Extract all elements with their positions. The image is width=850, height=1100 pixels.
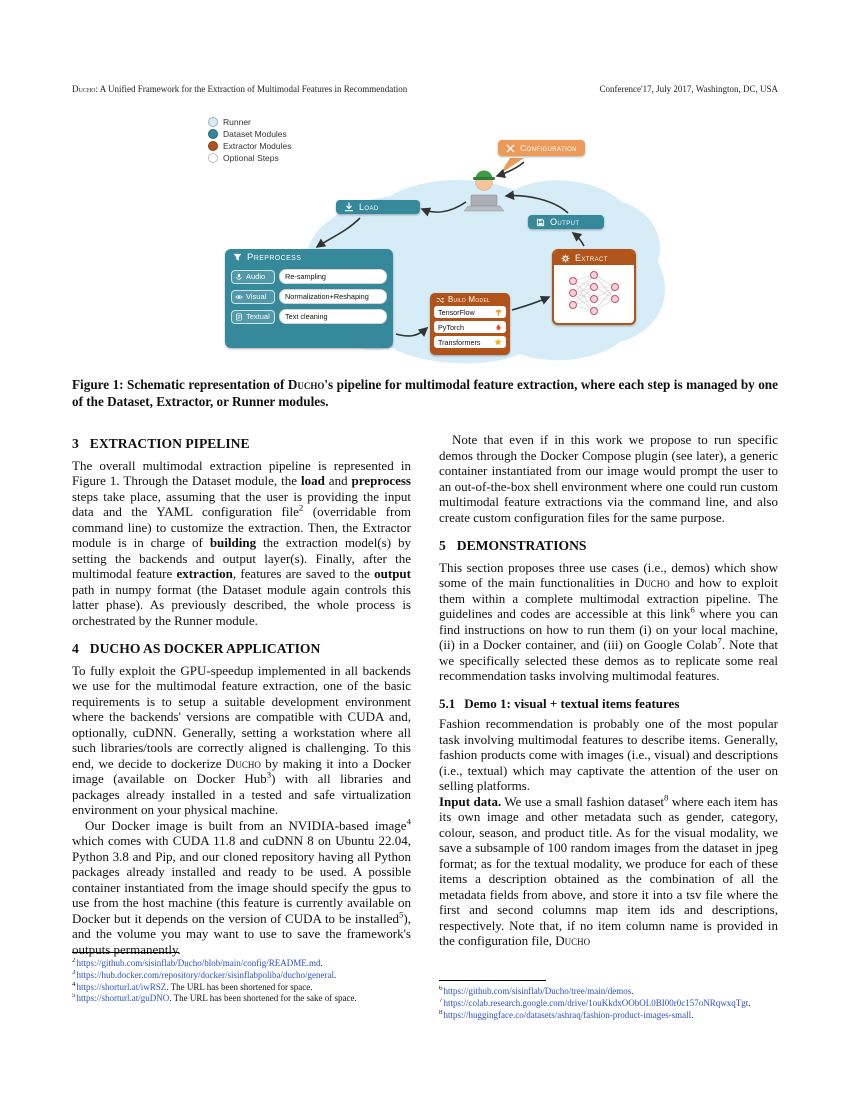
footnote-text: .	[320, 958, 323, 968]
section-5-1-heading	[439, 696, 778, 712]
figure-1	[72, 112, 778, 374]
neural-network-icon	[554, 265, 634, 321]
section-number: 3	[72, 436, 79, 451]
backend-row-transformers	[434, 336, 506, 348]
section-title: DUCHO AS DOCKER APPLICATION	[89, 641, 321, 656]
document-icon	[235, 313, 243, 321]
footnote-text: . The URL has been shortened for the sake of space.	[169, 993, 357, 1004]
footnote-text: . The URL has been shortened for space.	[166, 981, 313, 992]
subsection-number: 5.1	[439, 695, 456, 711]
preprocess-row-textual	[231, 309, 387, 324]
figure-legend	[208, 116, 292, 164]
figure-caption: Figure 1: Schematic representation of Ducho's pipeline for multimodal feature extraction, where each step is managed by one of the Dataset, Extractor, or Runner modules.	[72, 377, 778, 409]
gear-icon	[561, 254, 570, 263]
output-step-box	[528, 215, 604, 229]
footnote-number: 4	[72, 981, 76, 988]
legend-label: Runner	[223, 117, 251, 127]
extract-step-box	[552, 249, 636, 325]
transformers-label: Transformers	[438, 337, 481, 347]
runner-color-dot	[208, 117, 218, 127]
section-5-paragraph-1: This section proposes three use cases (i.e., demos) which show some of the main functionalities in Ducho and how to exploit them within a complete multimodal extraction pipeline. The guidelines and codes are accessible at this link$^6$ where you can find instructions on how to run them (i) on your local machine, (ii) in a Docker container, and (iii) on Google Colab$^7$. Note that we specifically selected these demos as to replicate some real recommendation tasks involving multimodal features.	[439, 559, 778, 683]
footnote-rule	[439, 980, 546, 981]
figure-canvas	[72, 112, 778, 374]
visual-modality-chip	[231, 290, 275, 304]
load-step-box	[336, 200, 420, 214]
download-icon	[344, 202, 354, 212]
preprocess-step-box	[225, 249, 393, 348]
preprocess-row-audio	[231, 269, 387, 284]
load-label: Load	[359, 202, 379, 212]
section-5-heading	[439, 538, 778, 554]
section-5-1-paragraph-2: Input data. We use a small fashion dataset$^8$ where each item has its own image and other metadata such as gender, category, colour, season, and product title. As for the visual modality, we save a subsample of 100 random images from the dataset in jpeg format; as for the textual modality, we produce for each of these items a description obtained as the combination of all the metadata fields from above, and store it into a tsv file where the first and second columns map item ids and descriptions, respectively. Note that, if no item column name is provided in the configuration file, Ducho	[439, 792, 778, 948]
audio-chip-label: Audio	[246, 272, 266, 281]
build-model-header	[430, 293, 510, 306]
footnote-number: 5	[72, 993, 76, 1000]
footnote-8	[439, 1010, 778, 1022]
right-footnotes	[439, 980, 778, 1021]
footnote-text: .	[691, 1009, 694, 1020]
section-number: 5	[439, 538, 446, 553]
eye-icon	[235, 293, 243, 301]
section-3-paragraph-1: The overall multimodal extraction pipeline is represented in Figure 1. Through the Dataset module, the load and preprocess steps take place, assuming that the user is providing the input data and the YAML configuration file$^2$ (overridable from command line) to customize the extraction. Then, the Extractor module is in charge of building the extraction model(s) by setting the backends and output layer(s). Finally, after the multimodal feature extraction, features are saved to the output path in numpy format (the Dataset module again controls this latter phase). As previously described, the whole process is orchestrated by the Runner module.	[72, 457, 412, 628]
footnote-link[interactable]: https://colab.research.google.com/drive/1ouKkdxOObOL0BI00r0c157oNRqwxqTgt	[443, 997, 749, 1008]
configuration-tag-tail	[500, 158, 524, 174]
footnote-number: 2	[72, 958, 76, 964]
dataset-color-dot	[208, 129, 218, 139]
footnote-number: 7	[439, 997, 443, 1004]
section-title: EXTRACTION PIPELINE	[89, 436, 250, 451]
section-4-heading	[72, 641, 411, 657]
legend-item-optional-steps	[208, 152, 292, 164]
textual-chip-label: Textual	[246, 312, 270, 321]
footnote-text: .	[333, 969, 337, 980]
footnote-link[interactable]: https://github.com/sisinflab/Ducho/blob/main/config/README.md	[76, 958, 321, 968]
footnote-3	[72, 970, 411, 982]
left-column	[72, 432, 411, 957]
audio-operation-pill: Re-sampling	[279, 269, 387, 284]
legend-label: Optional Steps	[223, 153, 279, 163]
backend-row-tensorflow	[434, 306, 506, 318]
wrench-icon	[506, 144, 515, 153]
preprocess-header	[225, 249, 393, 264]
audio-modality-chip	[231, 270, 275, 284]
microphone-icon	[235, 273, 243, 281]
legend-item-dataset-modules	[208, 128, 292, 140]
footnote-number: 3	[72, 969, 76, 976]
footnote-2	[72, 958, 411, 970]
pytorch-label: PyTorch	[438, 322, 464, 332]
footnote-4	[72, 982, 411, 994]
section-title: DEMONSTRATIONS	[456, 538, 587, 553]
footnote-rule	[72, 952, 179, 953]
pytorch-flame-icon	[495, 324, 502, 331]
footnote-link[interactable]: https://shorturl.at/iwRSZ	[76, 981, 167, 992]
extract-header	[554, 251, 634, 265]
tensorflow-icon	[495, 309, 502, 316]
section-4-paragraph-3: Note that even if in this work we propose to run specific demos through the Docker Compose plugin (see later), a generic container instantiated from our image would prompt the user to an out-of-the-box shell environment where one could run custom multimodal feature extractions via the command line, and also create custom configuration files for the same purpose.	[439, 432, 778, 525]
legend-item-runner	[208, 116, 292, 128]
footnote-text: .	[631, 986, 634, 996]
footnote-link[interactable]: https://huggingface.co/datasets/ashraq/fashion-product-images-small	[443, 1009, 692, 1020]
footnote-7	[439, 998, 778, 1010]
configuration-label: Configuration	[520, 143, 577, 153]
section-4-paragraph-1: To fully exploit the GPU-speedup implemented in all backends we use for the multimodal feature extraction, one of the basic requirements is to setup a suitable development environment where the backends' versions are compatible with CUDA and, optionally, cuDNN. Generally, setting a workstation where all such libraries/tools are correctly aligned is challenging. To this end, we decide to dockerize Ducho by making it into a Docker image (available on Docker Hub$^3$) with all libraries and packages already installed in a tested and safe virtualization environment on your physical machine.	[72, 662, 412, 817]
section-3-heading	[72, 436, 411, 452]
extract-label: Extract	[575, 253, 608, 263]
footnote-link[interactable]: https://github.com/sisinflab/Ducho/tree/main/demos	[443, 986, 632, 996]
running-header	[72, 84, 778, 94]
shuffle-icon	[436, 296, 444, 304]
footnote-link[interactable]: https://shorturl.at/guDNO	[76, 993, 170, 1004]
preprocess-row-visual	[231, 289, 387, 304]
footnote-6	[439, 986, 778, 998]
subsection-title: Demo 1: visual + textual items features	[464, 695, 680, 711]
right-column	[439, 432, 778, 949]
star-icon	[494, 338, 502, 346]
legend-label: Dataset Modules	[223, 129, 287, 139]
visual-chip-label: Visual	[246, 292, 267, 301]
section-number: 4	[72, 641, 79, 656]
visual-operation-pill: Normalization+Reshaping	[279, 289, 387, 304]
textual-operation-pill: Text cleaning	[279, 309, 387, 324]
tensorflow-label: TensorFlow	[438, 307, 475, 317]
legend-item-extractor-modules	[208, 140, 292, 152]
textual-modality-chip	[231, 310, 275, 324]
header-conference-info: Conference'17, July 2017, Washington, DC, USA	[599, 84, 778, 94]
configuration-box	[498, 140, 585, 156]
funnel-icon	[233, 253, 242, 262]
footnote-5	[72, 993, 411, 1005]
legend-label: Extractor Modules	[223, 141, 292, 151]
footnote-number: 8	[439, 1009, 443, 1016]
footnote-text: .	[748, 997, 751, 1008]
header-paper-title: Ducho: A Unified Framework for the Extraction of Multimodal Features in Recommendation	[72, 84, 408, 94]
output-label: Output	[550, 217, 580, 227]
section-5-1-paragraph-1: Fashion recommendation is probably one of the most popular task involving multimodal features to describe items. Generally, fashion products come with images (i.e., visual) and descriptions (i.e., textual) which may captivate the attention of the user on selling platforms.	[439, 716, 778, 793]
footnote-link[interactable]: https://hub.docker.com/repository/docker/sisinflabpoliba/ducho/general	[76, 969, 334, 980]
build-model-box	[430, 293, 510, 355]
backend-row-pytorch	[434, 321, 506, 333]
optional-color-dot	[208, 153, 218, 163]
build-model-label: Build Model	[448, 295, 491, 304]
extractor-color-dot	[208, 141, 218, 151]
footnote-number: 6	[439, 986, 443, 992]
save-disk-icon	[536, 218, 545, 227]
section-4-paragraph-2: Our Docker image is built from an NVIDIA-based image$^4$ which comes with CUDA 11.8 and cuDNN 8 on Ubuntu 22.04, Python 3.8 and Pip, and our cloned repository having all Python packages already installed and ready to be used. A possible container instantiated from the image should specify the gpus to use from the host machine (this feature is currently available on Docker but it depends on the version of CUDA to be installed$^5$), and the volume you may want to use to save the framework's outputs permanently.	[72, 816, 411, 957]
preprocess-label: Preprocess	[247, 252, 302, 263]
left-footnotes	[72, 952, 411, 1005]
